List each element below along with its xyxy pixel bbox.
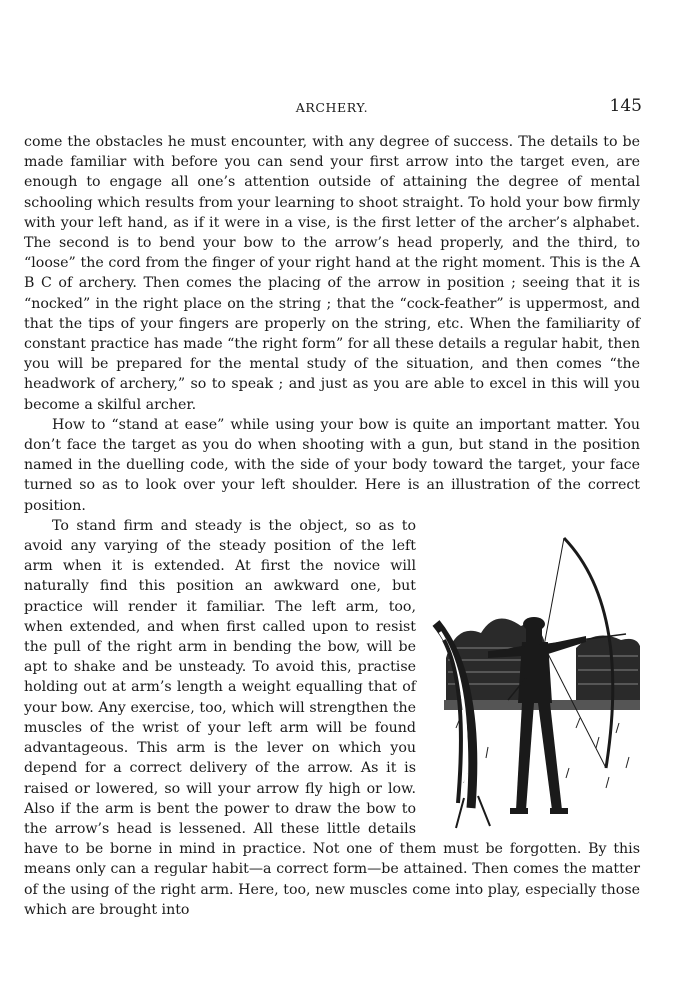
body-text (24, 132, 640, 920)
paragraph-continued: come the obstacles he must encounter, with any degree of success. The details to be made familiar with before you can send your first arrow into the target even, are enough to engage all one’s attention outside of attaining the degree of mental schooling which results from your learning to shoot straight. To hold your bow firmly with your left hand, as if it were in a vise, is the first letter of the archer’s alphabet. The second is to bend your bow to the arrow’s head properly, and the third, to “loose” the cord from the finger of your right hand at the right moment. This is the A B C of archery. Then comes the placing of the arrow in position ; seeing that it is “nocked” in the right place on the string ; that the “cock-feather” is uppermost, and that the tips of your fingers are properly on the string, etc. When the familiarity of constant practice has made “the right form” for all these details a regular habit, then you will be prepared for the mental study of the situation, and then comes “the headwork of archery,” so to speak ; and just as you are able to excel in this will you become a skilful archer. (24, 134, 640, 413)
archer-engraving (426, 528, 640, 830)
page-header (22, 96, 642, 120)
paragraph-stand-firm: To stand firm and steady is the object, so as to avoid any varying of the steady position of the left arm when it is extended. At first the novice will naturally find this position an awkward one, but practice will render it familiar. The left arm, too, when extended, and when first called upon to resist the pull of the right arm in bending the bow, will be apt to shake and be unsteady. To avoid this, practise holding out at arm’s length a weight equalling that of your bow. Any exercise, too, which will strengthen the muscles of the wrist of your left arm will be found advantageous. This arm is the lever on which you depend for a correct delivery of the arrow. As it is raised or lowered, so will your arrow fly high or low. Also if the arm is bent the power to draw the bow to the arrow’s head is lessened. All these little details have to be borne in mind in practice. Not one of them must be forgotten. By this means only can a regular habit—a correct form—be attained. Then comes the matter of the using of the right arm. Here, too, new muscles come into play, especially those which are brought into (24, 517, 640, 918)
running-head: ARCHERY. (295, 100, 369, 115)
paragraph-stand-at-ease: How to “stand at ease” while using your bow is quite an important matter. You don’t face the target as you do when shooting with a gun, but stand in the position named in the duelling code, with the side of your body toward the target, your face turned so as to look over your left shoulder. Here is an illustration of the correct position. (24, 416, 640, 514)
archer-illustration (426, 528, 640, 830)
page-number: 145 (609, 96, 642, 116)
